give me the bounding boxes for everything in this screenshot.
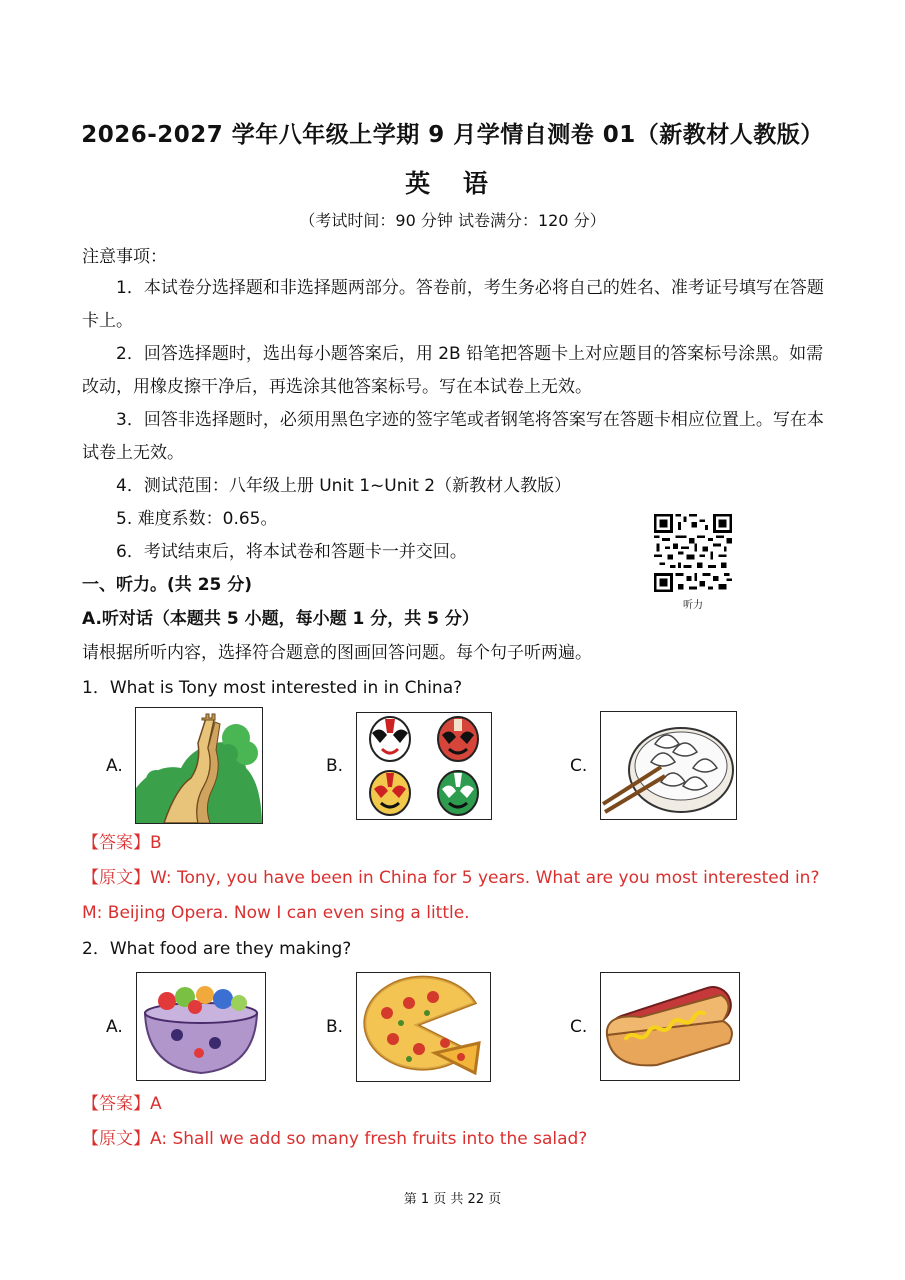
q1-script-line-1: 【原文】W: Tony, you have been in China for 5 years. What are you most interested in? [82,868,820,888]
pizza-image [356,972,491,1082]
q1-answer: 【答案】B [82,833,162,853]
question-1-stem: 1．What is Tony most interested in in China? [82,678,463,698]
part-a-instruction: 请根据所听内容，选择符合题意的图画回答问题。每个句子听两遍。 [82,643,592,663]
subject-title: 英 语 [405,169,500,198]
great-wall-image [135,707,263,824]
note-item-1: 1．本试卷分选择题和非选择题两部分。答卷前，考生务必将自己的姓名、准考证号填写在答题卡上。 [82,278,824,331]
qr-code-image [654,514,732,592]
part-a-heading: A.听对话（本题共 5 小题，每小题 1 分，共 5 分） [82,609,479,629]
q2-option-b-letter: B. [326,1017,344,1037]
opera-masks-image [356,712,492,820]
note-item-3: 3．回答非选择题时，必须用黑色字迹的签字笔或者钢笔将答案写在答题卡相应位置上。写在本试卷上无效。 [82,410,824,463]
notes-heading: 注意事项： [82,247,167,267]
paper-title: 2026-2027 学年八年级上学期 9 月学情自测卷 01（新教材人教版） [81,122,824,148]
page-footer: 第 1 页 共 22 页 [403,1192,502,1207]
section-heading: 一、听力。(共 25 分) [82,575,253,595]
qr-caption: 听力 [683,600,703,611]
note-item-2: 2．回答选择题时，选出每小题答案后，用 2B 铅笔把答题卡上对应题目的答案标号涂黑。如需改动，用橡皮擦干净后，再选涂其他答案标号。写在本试卷上无效。 [82,344,824,397]
fruit-salad-image [136,972,266,1081]
q2-answer: 【答案】A [82,1094,162,1114]
q1-option-a-letter: A. [106,756,123,776]
q1-option-c-letter: C. [570,756,588,776]
note-item-5: 5. 难度系数：0.65。 [116,509,278,529]
hot-dog-image [600,972,740,1081]
question-2-stem: 2．What food are they making? [82,939,352,959]
q2-option-a-letter: A. [106,1017,123,1037]
exam-info: （考试时间：90 分钟 试卷满分：120 分） [299,211,606,230]
note-item-6: 6．考试结束后，将本试卷和答题卡一并交回。 [116,542,467,562]
dumplings-image [600,711,737,820]
q1-script-line-2: M: Beijing Opera. Now I can even sing a little. [82,903,470,923]
note-item-4: 4．测试范围：八年级上册 Unit 1~Unit 2（新教材人教版） [116,476,572,496]
q1-option-b-letter: B. [326,756,344,776]
q2-script-line-1: 【原文】A: Shall we add so many fresh fruits into the salad? [82,1129,588,1149]
q2-option-c-letter: C. [570,1017,588,1037]
